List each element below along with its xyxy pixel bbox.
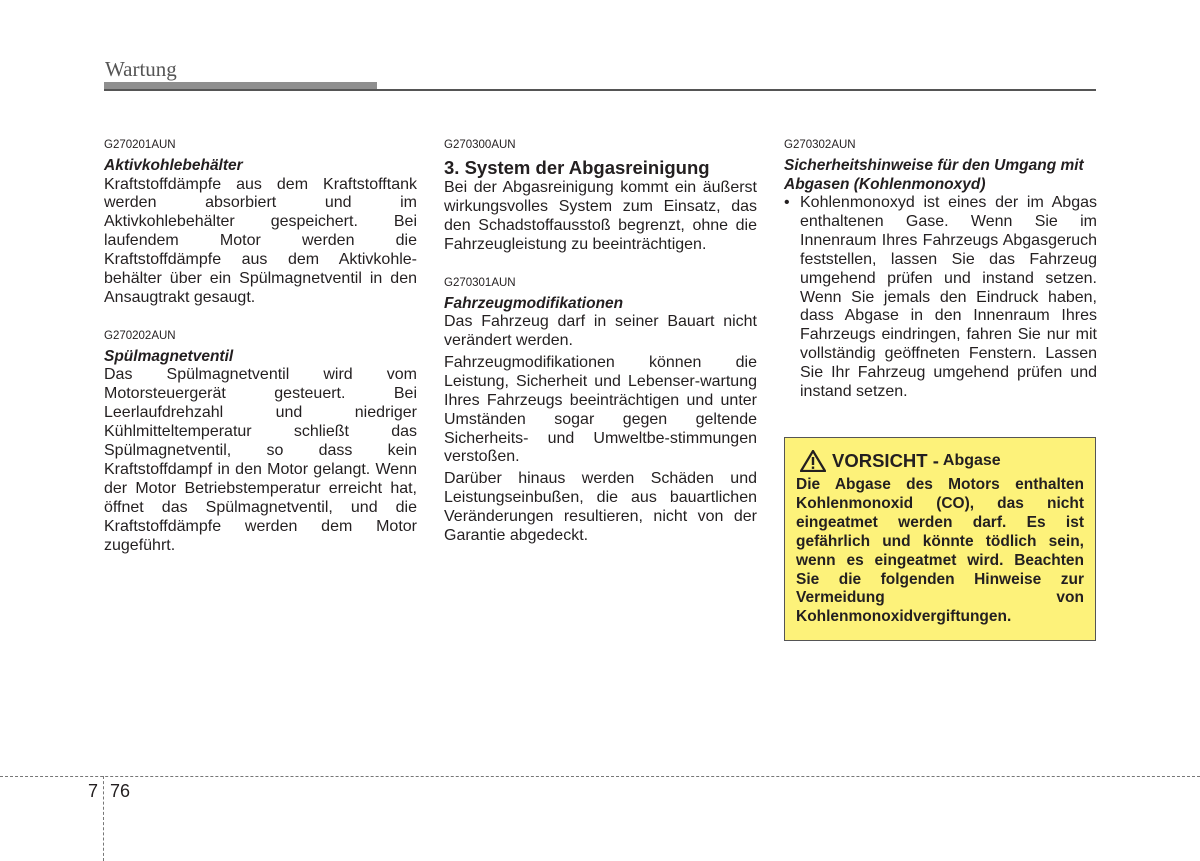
page-number: 76	[110, 781, 131, 801]
section-paragraph: Fahrzeugmodifikationen können die Leistung, Sicherheit und Lebenser-wartung Ihres Fahrzeugs beeinträchtigen und unter Umständen sogar gegen geltende Sicherheits- und Umweltbe-stimmungen verstoßen.	[444, 353, 757, 466]
section-heading: 3. System der Abgasreinigung	[444, 157, 710, 178]
section-subtitle: Aktivkohlebehälter	[104, 157, 243, 174]
section-code: G270301AUN	[444, 276, 516, 289]
bullet-item	[784, 194, 1097, 402]
section-subtitle: Fahrzeugmodifikationen	[444, 294, 624, 312]
section-paragraph: Kraftstoffdämpfe aus dem Kraftstofftank werden absorbiert und im Aktivkohlebehälter gespeichert. Bei laufendem Motor werden die Kraftstoffdämpfe aus dem Aktivkohle-behälter über ein Spülmagnetventil in den Ansaugtrakt gesaugt.	[104, 175, 417, 306]
section-subtitle: Sicherheitshinweise für den Umgang mit Abgasen (Kohlenmonoxyd)	[784, 157, 1084, 193]
section-paragraph: Darüber hinaus werden Schäden und Leistungseinbußen, die aus bauartlichen Veränderungen resultieren, nicht von der Garantie abgedeckt.	[444, 470, 757, 545]
section-code: G270302AUN	[784, 139, 856, 151]
header-rule	[104, 89, 1096, 91]
section-paragraph: Das Spülmagnetventil wird vom Motorsteuergerät gesteuert. Bei Leerlaufdrehzahl und niedriger Kühlmitteltemperatur schließt das Spülmagnetventil, so dass kein Kraftstoffdampf in den Motor gelangt. Wenn der Motor Betriebstemperatur erreicht hat, öffnet das Spülmagnetventil, und die Kraftstoffdämpfe werden dem Motor zugeführt.	[104, 366, 417, 554]
column-right	[784, 138, 1097, 402]
page-section-title: Wartung	[105, 57, 177, 81]
bullet-text: Kohlenmonoxyd ist eines der im Abgas enthaltenen Gase. Wenn Sie im Innenraum Ihres Fahrzeugs Abgasgeruch feststellen, lassen Sie das Fahrzeug umgehend prüfen und instand setzen. Wenn Sie jemals den Eindruck haben, dass Abgase in den Innenraum Ihres Fahrzeugs eindringen, fahren Sie nur mit vollständig geöffneten Fenstern. Lassen Sie Ihr Fahrzeug umgehend prüfen und instand setzen.	[800, 194, 1097, 401]
column-middle	[444, 138, 757, 546]
warning-header	[800, 450, 1084, 472]
section-paragraph: Bei der Abgasreinigung kommt ein äußerst wirkungsvolles System zum Einsatz, das den Schadstoffausstoß begrenzt, ohne die Fahrzeugleistung zu beeinträchtigen.	[444, 179, 757, 253]
warning-triangle-icon	[800, 450, 826, 472]
section-subtitle: Spülmagnetventil	[104, 347, 234, 365]
section-code: G270201AUN	[104, 139, 176, 151]
chapter-number: 7	[88, 781, 99, 801]
warning-title: VORSICHT -	[832, 450, 939, 471]
section-code: G270202AUN	[104, 329, 176, 342]
warning-subject: Abgase	[942, 452, 1001, 469]
section-code: G270300AUN	[444, 139, 516, 151]
bullet-icon: •	[784, 194, 790, 211]
footer-vertical-rule	[103, 776, 104, 861]
column-left	[104, 138, 417, 555]
warning-text: Die Abgase des Motors enthalten Kohlenmonoxid (CO), das nicht eingeatmet werden darf. Es ist gefährlich und könnte tödlich sein, wenn es eingeatmet wird. Beachten Sie die folgenden Hinweise zur Vermeidung von Kohlenmonoxidvergiftungen.	[796, 476, 1084, 626]
section-paragraph: Das Fahrzeug darf in seiner Bauart nicht verändert werden.	[444, 313, 757, 350]
footer-dashed-rule	[0, 776, 1200, 777]
warning-box	[784, 437, 1096, 641]
